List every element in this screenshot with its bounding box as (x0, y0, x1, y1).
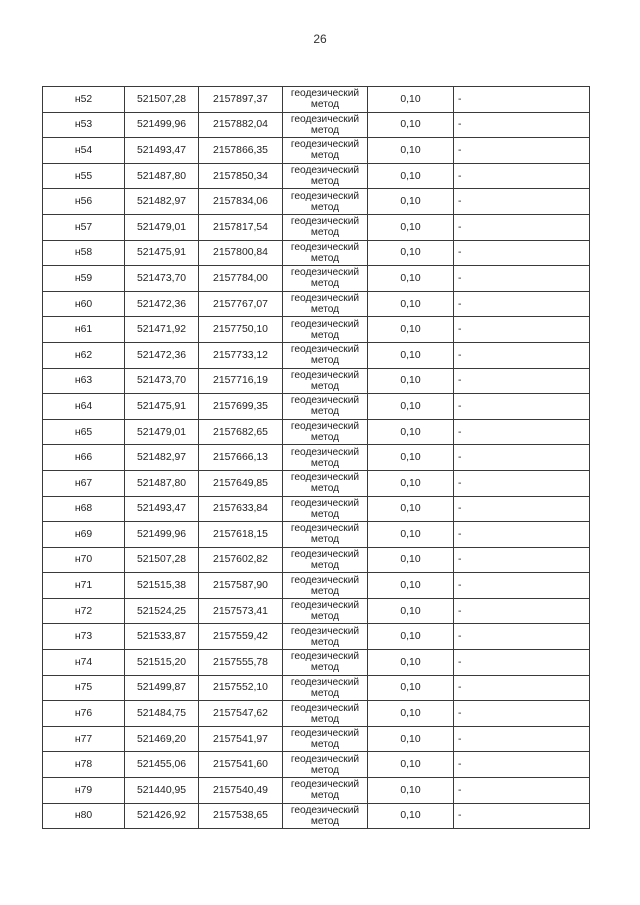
point-name-cell: н68 (43, 496, 125, 522)
accuracy-cell: 0,10 (368, 803, 454, 829)
method-cell (283, 726, 368, 752)
method-line-1: геодезический (290, 293, 360, 305)
method-line-2: метод (310, 380, 340, 392)
y-coordinate-cell: 2157587,90 (199, 573, 283, 599)
point-name-cell: н62 (43, 342, 125, 368)
method-line-1: геодезический (290, 139, 360, 151)
method-cell (283, 547, 368, 573)
method-cell (283, 291, 368, 317)
method-cell (283, 445, 368, 471)
x-coordinate-cell: 521475,91 (125, 394, 199, 420)
table-row (43, 445, 590, 471)
x-coordinate-cell: 521473,70 (125, 266, 199, 292)
note-cell: - (454, 573, 590, 599)
method-cell (283, 394, 368, 420)
point-name-cell: н55 (43, 163, 125, 189)
method-line-2: метод (310, 483, 340, 495)
note-cell: - (454, 214, 590, 240)
method-cell (283, 598, 368, 624)
accuracy-cell: 0,10 (368, 778, 454, 804)
note-cell: - (454, 317, 590, 343)
method-line-1: геодезический (290, 728, 360, 740)
y-coordinate-cell: 2157547,62 (199, 701, 283, 727)
method-cell (283, 138, 368, 164)
x-coordinate-cell: 521533,87 (125, 624, 199, 650)
y-coordinate-cell: 2157633,84 (199, 496, 283, 522)
method-cell (283, 240, 368, 266)
table-row (43, 522, 590, 548)
method-line-2: метод (310, 815, 340, 827)
note-cell: - (454, 675, 590, 701)
point-name-cell: н75 (43, 675, 125, 701)
method-line-1: геодезический (290, 190, 360, 202)
accuracy-cell: 0,10 (368, 317, 454, 343)
note-cell: - (454, 778, 590, 804)
accuracy-cell: 0,10 (368, 419, 454, 445)
y-coordinate-cell: 2157541,60 (199, 752, 283, 778)
note-cell: - (454, 419, 590, 445)
method-line-2: метод (310, 534, 340, 546)
method-line-1: геодезический (290, 779, 360, 791)
method-line-1: геодезический (290, 344, 360, 356)
y-coordinate-cell: 2157573,41 (199, 598, 283, 624)
point-name-cell: н80 (43, 803, 125, 829)
accuracy-cell: 0,10 (368, 214, 454, 240)
x-coordinate-cell: 521493,47 (125, 138, 199, 164)
method-cell (283, 87, 368, 113)
table-row (43, 112, 590, 138)
point-name-cell: н59 (43, 266, 125, 292)
method-cell (283, 470, 368, 496)
coordinates-table-body (43, 87, 590, 829)
method-cell (283, 496, 368, 522)
table-row (43, 342, 590, 368)
accuracy-cell: 0,10 (368, 266, 454, 292)
point-name-cell: н52 (43, 87, 125, 113)
method-line-2: метод (310, 176, 340, 188)
method-line-2: метод (310, 559, 340, 571)
table-row (43, 317, 590, 343)
accuracy-cell: 0,10 (368, 701, 454, 727)
table-row (43, 163, 590, 189)
x-coordinate-cell: 521507,28 (125, 87, 199, 113)
method-line-1: геодезический (290, 369, 360, 381)
y-coordinate-cell: 2157716,19 (199, 368, 283, 394)
method-line-2: метод (310, 662, 340, 674)
point-name-cell: н77 (43, 726, 125, 752)
y-coordinate-cell: 2157618,15 (199, 522, 283, 548)
x-coordinate-cell: 521472,36 (125, 342, 199, 368)
note-cell: - (454, 598, 590, 624)
table-row (43, 496, 590, 522)
note-cell: - (454, 726, 590, 752)
table-row (43, 701, 590, 727)
accuracy-cell: 0,10 (368, 470, 454, 496)
method-cell (283, 342, 368, 368)
x-coordinate-cell: 521473,70 (125, 368, 199, 394)
accuracy-cell: 0,10 (368, 598, 454, 624)
y-coordinate-cell: 2157602,82 (199, 547, 283, 573)
method-line-2: метод (310, 278, 340, 290)
point-name-cell: н78 (43, 752, 125, 778)
table-row (43, 87, 590, 113)
method-line-2: метод (310, 432, 340, 444)
method-line-1: геодезический (290, 472, 360, 484)
table-row (43, 547, 590, 573)
note-cell: - (454, 496, 590, 522)
x-coordinate-cell: 521515,38 (125, 573, 199, 599)
method-line-1: геодезический (290, 88, 360, 100)
x-coordinate-cell: 521472,36 (125, 291, 199, 317)
table-row (43, 214, 590, 240)
method-line-1: геодезический (290, 113, 360, 125)
coordinates-table (42, 86, 590, 829)
x-coordinate-cell: 521479,01 (125, 214, 199, 240)
point-name-cell: н56 (43, 189, 125, 215)
x-coordinate-cell: 521471,92 (125, 317, 199, 343)
y-coordinate-cell: 2157733,12 (199, 342, 283, 368)
method-cell (283, 214, 368, 240)
method-line-1: геодезический (290, 804, 360, 816)
table-row (43, 266, 590, 292)
table-row (43, 573, 590, 599)
accuracy-cell: 0,10 (368, 496, 454, 522)
method-cell (283, 650, 368, 676)
method-line-2: метод (310, 227, 340, 239)
method-line-1: геодезический (290, 421, 360, 433)
x-coordinate-cell: 521507,28 (125, 547, 199, 573)
method-line-1: геодезический (290, 165, 360, 177)
x-coordinate-cell: 521482,97 (125, 445, 199, 471)
note-cell: - (454, 138, 590, 164)
method-line-2: метод (310, 611, 340, 623)
point-name-cell: н74 (43, 650, 125, 676)
method-line-2: метод (310, 508, 340, 520)
y-coordinate-cell: 2157800,84 (199, 240, 283, 266)
x-coordinate-cell: 521493,47 (125, 496, 199, 522)
note-cell: - (454, 368, 590, 394)
table-row (43, 419, 590, 445)
y-coordinate-cell: 2157541,97 (199, 726, 283, 752)
y-coordinate-cell: 2157750,10 (199, 317, 283, 343)
method-line-2: метод (310, 99, 340, 111)
y-coordinate-cell: 2157784,00 (199, 266, 283, 292)
accuracy-cell: 0,10 (368, 573, 454, 599)
note-cell: - (454, 163, 590, 189)
x-coordinate-cell: 521482,97 (125, 189, 199, 215)
x-coordinate-cell: 521487,80 (125, 163, 199, 189)
x-coordinate-cell: 521426,92 (125, 803, 199, 829)
method-cell (283, 419, 368, 445)
method-line-1: геодезический (290, 625, 360, 637)
method-line-1: геодезический (290, 318, 360, 330)
y-coordinate-cell: 2157540,49 (199, 778, 283, 804)
y-coordinate-cell: 2157834,06 (199, 189, 283, 215)
method-cell (283, 701, 368, 727)
x-coordinate-cell: 521524,25 (125, 598, 199, 624)
method-line-2: метод (310, 764, 340, 776)
method-line-1: геодезический (290, 523, 360, 535)
note-cell: - (454, 342, 590, 368)
method-line-1: геодезический (290, 497, 360, 509)
table-row (43, 726, 590, 752)
note-cell: - (454, 701, 590, 727)
point-name-cell: н54 (43, 138, 125, 164)
y-coordinate-cell: 2157682,65 (199, 419, 283, 445)
method-cell (283, 189, 368, 215)
table-row (43, 368, 590, 394)
note-cell: - (454, 522, 590, 548)
note-cell: - (454, 752, 590, 778)
y-coordinate-cell: 2157538,65 (199, 803, 283, 829)
y-coordinate-cell: 2157767,07 (199, 291, 283, 317)
table-row (43, 189, 590, 215)
method-cell (283, 112, 368, 138)
method-line-2: метод (310, 790, 340, 802)
note-cell: - (454, 650, 590, 676)
point-name-cell: н61 (43, 317, 125, 343)
method-line-2: метод (310, 252, 340, 264)
note-cell: - (454, 87, 590, 113)
y-coordinate-cell: 2157850,34 (199, 163, 283, 189)
x-coordinate-cell: 521499,87 (125, 675, 199, 701)
y-coordinate-cell: 2157897,37 (199, 87, 283, 113)
accuracy-cell: 0,10 (368, 624, 454, 650)
x-coordinate-cell: 521499,96 (125, 112, 199, 138)
accuracy-cell: 0,10 (368, 394, 454, 420)
x-coordinate-cell: 521469,20 (125, 726, 199, 752)
y-coordinate-cell: 2157699,35 (199, 394, 283, 420)
method-line-1: геодезический (290, 267, 360, 279)
accuracy-cell: 0,10 (368, 87, 454, 113)
point-name-cell: н72 (43, 598, 125, 624)
point-name-cell: н57 (43, 214, 125, 240)
accuracy-cell: 0,10 (368, 650, 454, 676)
page-number: 26 (313, 32, 327, 46)
table-row (43, 291, 590, 317)
y-coordinate-cell: 2157666,13 (199, 445, 283, 471)
note-cell: - (454, 803, 590, 829)
method-line-2: метод (310, 739, 340, 751)
point-name-cell: н73 (43, 624, 125, 650)
table-row (43, 240, 590, 266)
y-coordinate-cell: 2157817,54 (199, 214, 283, 240)
method-line-1: геодезический (290, 216, 360, 228)
table-row (43, 778, 590, 804)
accuracy-cell: 0,10 (368, 189, 454, 215)
y-coordinate-cell: 2157882,04 (199, 112, 283, 138)
y-coordinate-cell: 2157559,42 (199, 624, 283, 650)
method-line-2: метод (310, 329, 340, 341)
method-line-1: геодезический (290, 753, 360, 765)
method-cell (283, 522, 368, 548)
method-cell (283, 266, 368, 292)
method-line-2: метод (310, 355, 340, 367)
accuracy-cell: 0,10 (368, 138, 454, 164)
accuracy-cell: 0,10 (368, 368, 454, 394)
point-name-cell: н53 (43, 112, 125, 138)
point-name-cell: н71 (43, 573, 125, 599)
point-name-cell: н70 (43, 547, 125, 573)
method-line-2: метод (310, 406, 340, 418)
table-row (43, 752, 590, 778)
x-coordinate-cell: 521455,06 (125, 752, 199, 778)
point-name-cell: н58 (43, 240, 125, 266)
method-cell (283, 317, 368, 343)
x-coordinate-cell: 521515,20 (125, 650, 199, 676)
accuracy-cell: 0,10 (368, 112, 454, 138)
point-name-cell: н76 (43, 701, 125, 727)
table-row (43, 598, 590, 624)
accuracy-cell: 0,10 (368, 342, 454, 368)
method-line-1: геодезический (290, 548, 360, 560)
note-cell: - (454, 470, 590, 496)
table-row (43, 394, 590, 420)
accuracy-cell: 0,10 (368, 522, 454, 548)
point-name-cell: н64 (43, 394, 125, 420)
point-name-cell: н65 (43, 419, 125, 445)
method-line-2: метод (310, 636, 340, 648)
table-row (43, 624, 590, 650)
point-name-cell: н66 (43, 445, 125, 471)
note-cell: - (454, 240, 590, 266)
point-name-cell: н60 (43, 291, 125, 317)
table-row (43, 138, 590, 164)
method-line-2: метод (310, 201, 340, 213)
accuracy-cell: 0,10 (368, 726, 454, 752)
method-cell (283, 368, 368, 394)
x-coordinate-cell: 521475,91 (125, 240, 199, 266)
method-line-1: геодезический (290, 574, 360, 586)
method-line-2: метод (310, 585, 340, 597)
accuracy-cell: 0,10 (368, 547, 454, 573)
method-line-2: метод (310, 124, 340, 136)
accuracy-cell: 0,10 (368, 445, 454, 471)
point-name-cell: н67 (43, 470, 125, 496)
x-coordinate-cell: 521484,75 (125, 701, 199, 727)
accuracy-cell: 0,10 (368, 240, 454, 266)
y-coordinate-cell: 2157552,10 (199, 675, 283, 701)
method-cell (283, 163, 368, 189)
method-line-1: геодезический (290, 395, 360, 407)
accuracy-cell: 0,10 (368, 163, 454, 189)
point-name-cell: н79 (43, 778, 125, 804)
table-row (43, 675, 590, 701)
note-cell: - (454, 394, 590, 420)
x-coordinate-cell: 521440,95 (125, 778, 199, 804)
table-row (43, 803, 590, 829)
note-cell: - (454, 624, 590, 650)
point-name-cell: н69 (43, 522, 125, 548)
method-line-2: метод (310, 457, 340, 469)
method-line-1: геодезический (290, 702, 360, 714)
method-cell (283, 778, 368, 804)
accuracy-cell: 0,10 (368, 291, 454, 317)
method-line-1: геодезический (290, 676, 360, 688)
note-cell: - (454, 112, 590, 138)
method-line-2: метод (310, 687, 340, 699)
note-cell: - (454, 291, 590, 317)
method-line-2: метод (310, 304, 340, 316)
y-coordinate-cell: 2157555,78 (199, 650, 283, 676)
method-cell (283, 675, 368, 701)
method-line-1: геодезический (290, 446, 360, 458)
method-line-1: геодезический (290, 651, 360, 663)
table-row (43, 470, 590, 496)
accuracy-cell: 0,10 (368, 675, 454, 701)
method-line-1: геодезический (290, 241, 360, 253)
method-cell (283, 624, 368, 650)
table-row (43, 650, 590, 676)
y-coordinate-cell: 2157649,85 (199, 470, 283, 496)
method-line-2: метод (310, 150, 340, 162)
method-line-2: метод (310, 713, 340, 725)
note-cell: - (454, 547, 590, 573)
note-cell: - (454, 189, 590, 215)
method-cell (283, 573, 368, 599)
method-cell (283, 803, 368, 829)
y-coordinate-cell: 2157866,35 (199, 138, 283, 164)
method-cell (283, 752, 368, 778)
point-name-cell: н63 (43, 368, 125, 394)
note-cell: - (454, 445, 590, 471)
x-coordinate-cell: 521479,01 (125, 419, 199, 445)
x-coordinate-cell: 521487,80 (125, 470, 199, 496)
x-coordinate-cell: 521499,96 (125, 522, 199, 548)
method-line-1: геодезический (290, 600, 360, 612)
accuracy-cell: 0,10 (368, 752, 454, 778)
note-cell: - (454, 266, 590, 292)
